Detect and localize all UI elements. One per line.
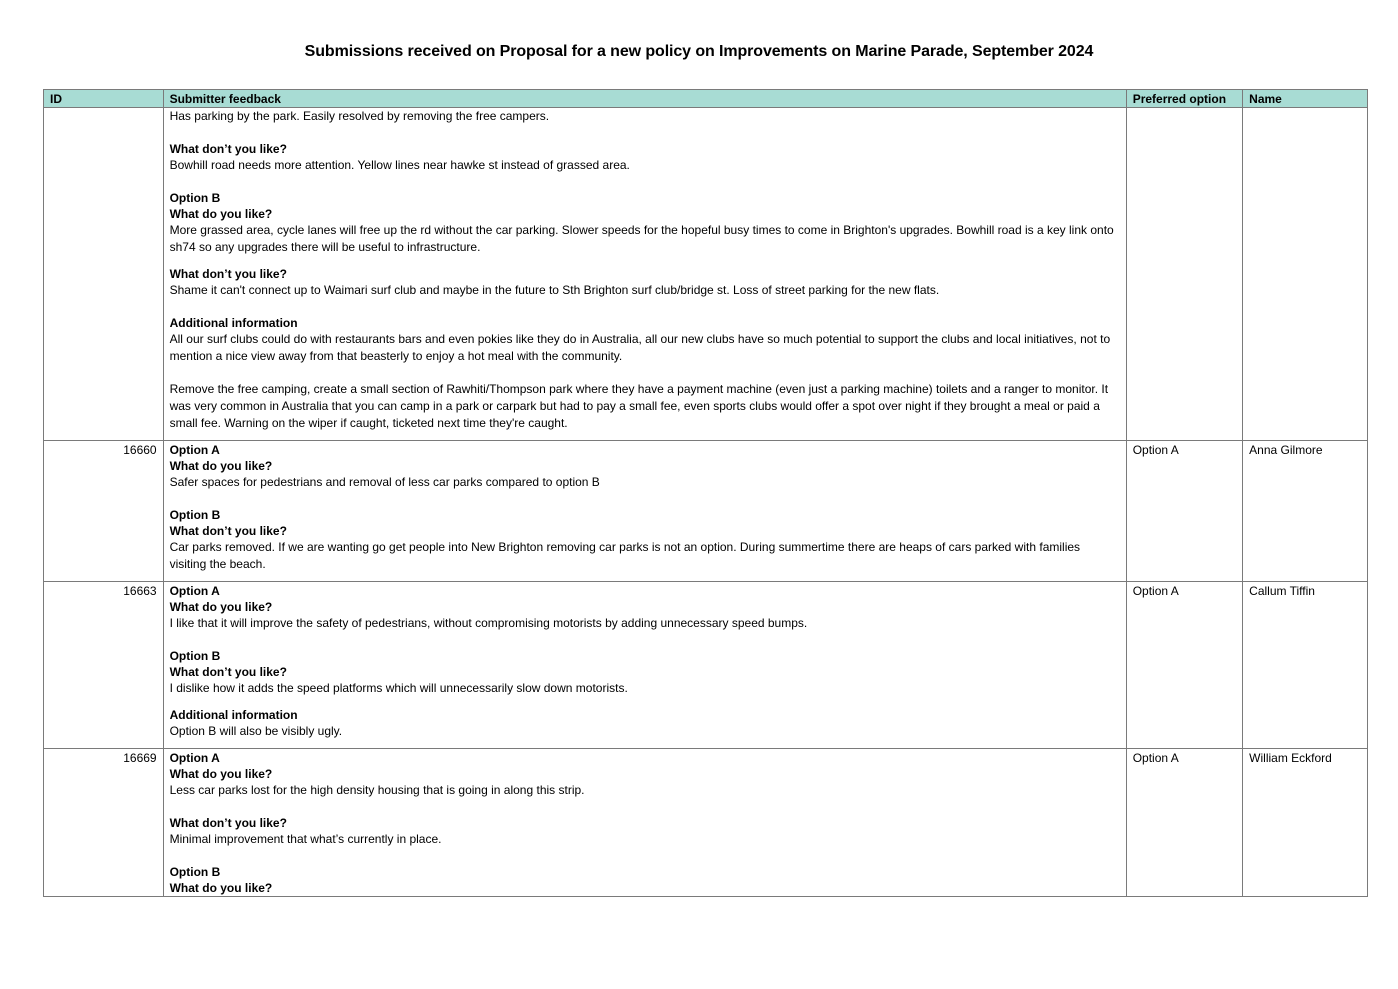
feedback-paragraph: All our surf clubs could do with restaurants bars and even pokies like they do in Australia, all our new clubs have so much potential to support the clubs and local initiatives, not to mention a nice view away from that beasterly to enjoy a hot meal with the community. [169, 332, 1111, 363]
feedback-paragraph: Remove the free camping, create a small section of Rawhiti/Thompson park where they have a payment machine (even just a parking machine) toilets and a ranger to monitor. It was very common in Australia that you can camp in a park or carpark but had to pay a small fee, even sports clubs would offer a spot over night if they brought a meal or paid a small fee. Warning on the wiper if caught, ticketed next time they're caught. [169, 382, 1109, 430]
document-title: Submissions received on Proposal for a new policy on Improvements on Marine Parade, September 2024 [304, 43, 1094, 60]
feedback-heading: What do you like? [169, 459, 273, 473]
feedback-paragraph: Has parking by the park. Easily resolved by removing the free campers. [169, 109, 550, 123]
preferred-option: Option A [1126, 441, 1242, 582]
feedback-heading: What do you like? [169, 600, 273, 614]
table-row [44, 441, 1368, 582]
preferred-option: Option A [1126, 582, 1242, 749]
preferred-option: Option A [1126, 749, 1242, 897]
feedback-paragraph: Safer spaces for pedestrians and removal of less car parks compared to option B [169, 475, 600, 489]
header-submitter-feedback: Submitter feedback [163, 90, 1126, 108]
feedback-heading: Option B [169, 649, 221, 663]
feedback-heading: What don’t you like? [169, 665, 287, 679]
header-row [44, 90, 1368, 108]
feedback-heading: What don’t you like? [169, 142, 287, 156]
submission-id: 16669 [44, 749, 164, 897]
submitter-name [1243, 108, 1368, 441]
feedback-heading: What do you like? [169, 207, 273, 221]
feedback-heading: Option A [169, 751, 220, 765]
feedback-heading: Option A [169, 443, 220, 457]
table-row [44, 749, 1368, 897]
feedback-paragraph: More grassed area, cycle lanes will free up the rd without the car parking. Slower speeds for the hopeful busy times to come in Brighton's upgrades. Bowhill road is a key link onto sh74 so any upgrades there will be useful to infrastructure. [169, 223, 1114, 254]
feedback-heading: Additional information [169, 708, 298, 722]
feedback-paragraph: Bowhill road needs more attention. Yellow lines near hawke st instead of grassed area. [169, 158, 630, 172]
table-row [44, 582, 1368, 749]
table-body [44, 108, 1368, 897]
table-row [44, 108, 1368, 441]
submitter-feedback [163, 441, 1126, 582]
submitter-feedback [163, 749, 1126, 897]
submitter-name: William Eckford [1243, 749, 1368, 897]
submitter-name: Callum Tiffin [1243, 582, 1368, 749]
feedback-paragraph: Option B will also be visibly ugly. [169, 724, 343, 738]
header-id: ID [44, 90, 164, 108]
feedback-heading: Additional information [169, 316, 298, 330]
preferred-option [1126, 108, 1242, 441]
feedback-paragraph: I dislike how it adds the speed platforms which will unnecessarily slow down motorists. [169, 681, 628, 695]
header-name: Name [1243, 90, 1368, 108]
feedback-paragraph: Shame it can't connect up to Waimari surf club and maybe in the future to Sth Brighton surf club/bridge st. Loss of street parking for the new flats. [169, 283, 940, 297]
table-header [44, 90, 1368, 108]
feedback-heading: What don’t you like? [169, 267, 287, 281]
feedback-heading: Option A [169, 584, 220, 598]
submitter-feedback [163, 108, 1126, 441]
feedback-heading: Option B [169, 191, 221, 205]
feedback-heading: What don’t you like? [169, 816, 287, 830]
submission-id: 16660 [44, 441, 164, 582]
feedback-heading: What do you like? [169, 767, 273, 781]
feedback-paragraph: Car parks removed. If we are wanting go get people into New Brighton removing car parks is not an option. During summertime there are heaps of cars parked with families visiting the beach. [169, 540, 1081, 571]
feedback-paragraph: Minimal improvement that what’s currently in place. [169, 832, 442, 846]
submitter-name: Anna Gilmore [1243, 441, 1368, 582]
feedback-heading: Option B [169, 865, 221, 879]
header-preferred-option: Preferred option [1126, 90, 1242, 108]
feedback-heading: What don’t you like? [169, 524, 287, 538]
submissions-table [43, 89, 1368, 897]
submission-id [44, 108, 164, 441]
submitter-feedback [163, 582, 1126, 749]
feedback-heading: Option B [169, 508, 221, 522]
feedback-paragraph: Less car parks lost for the high density housing that is going in along this strip. [169, 783, 585, 797]
submission-id: 16663 [44, 582, 164, 749]
feedback-heading: What do you like? [169, 881, 273, 895]
feedback-paragraph: I like that it will improve the safety of pedestrians, without compromising motorists by adding unnecessary speed bumps. [169, 616, 808, 630]
